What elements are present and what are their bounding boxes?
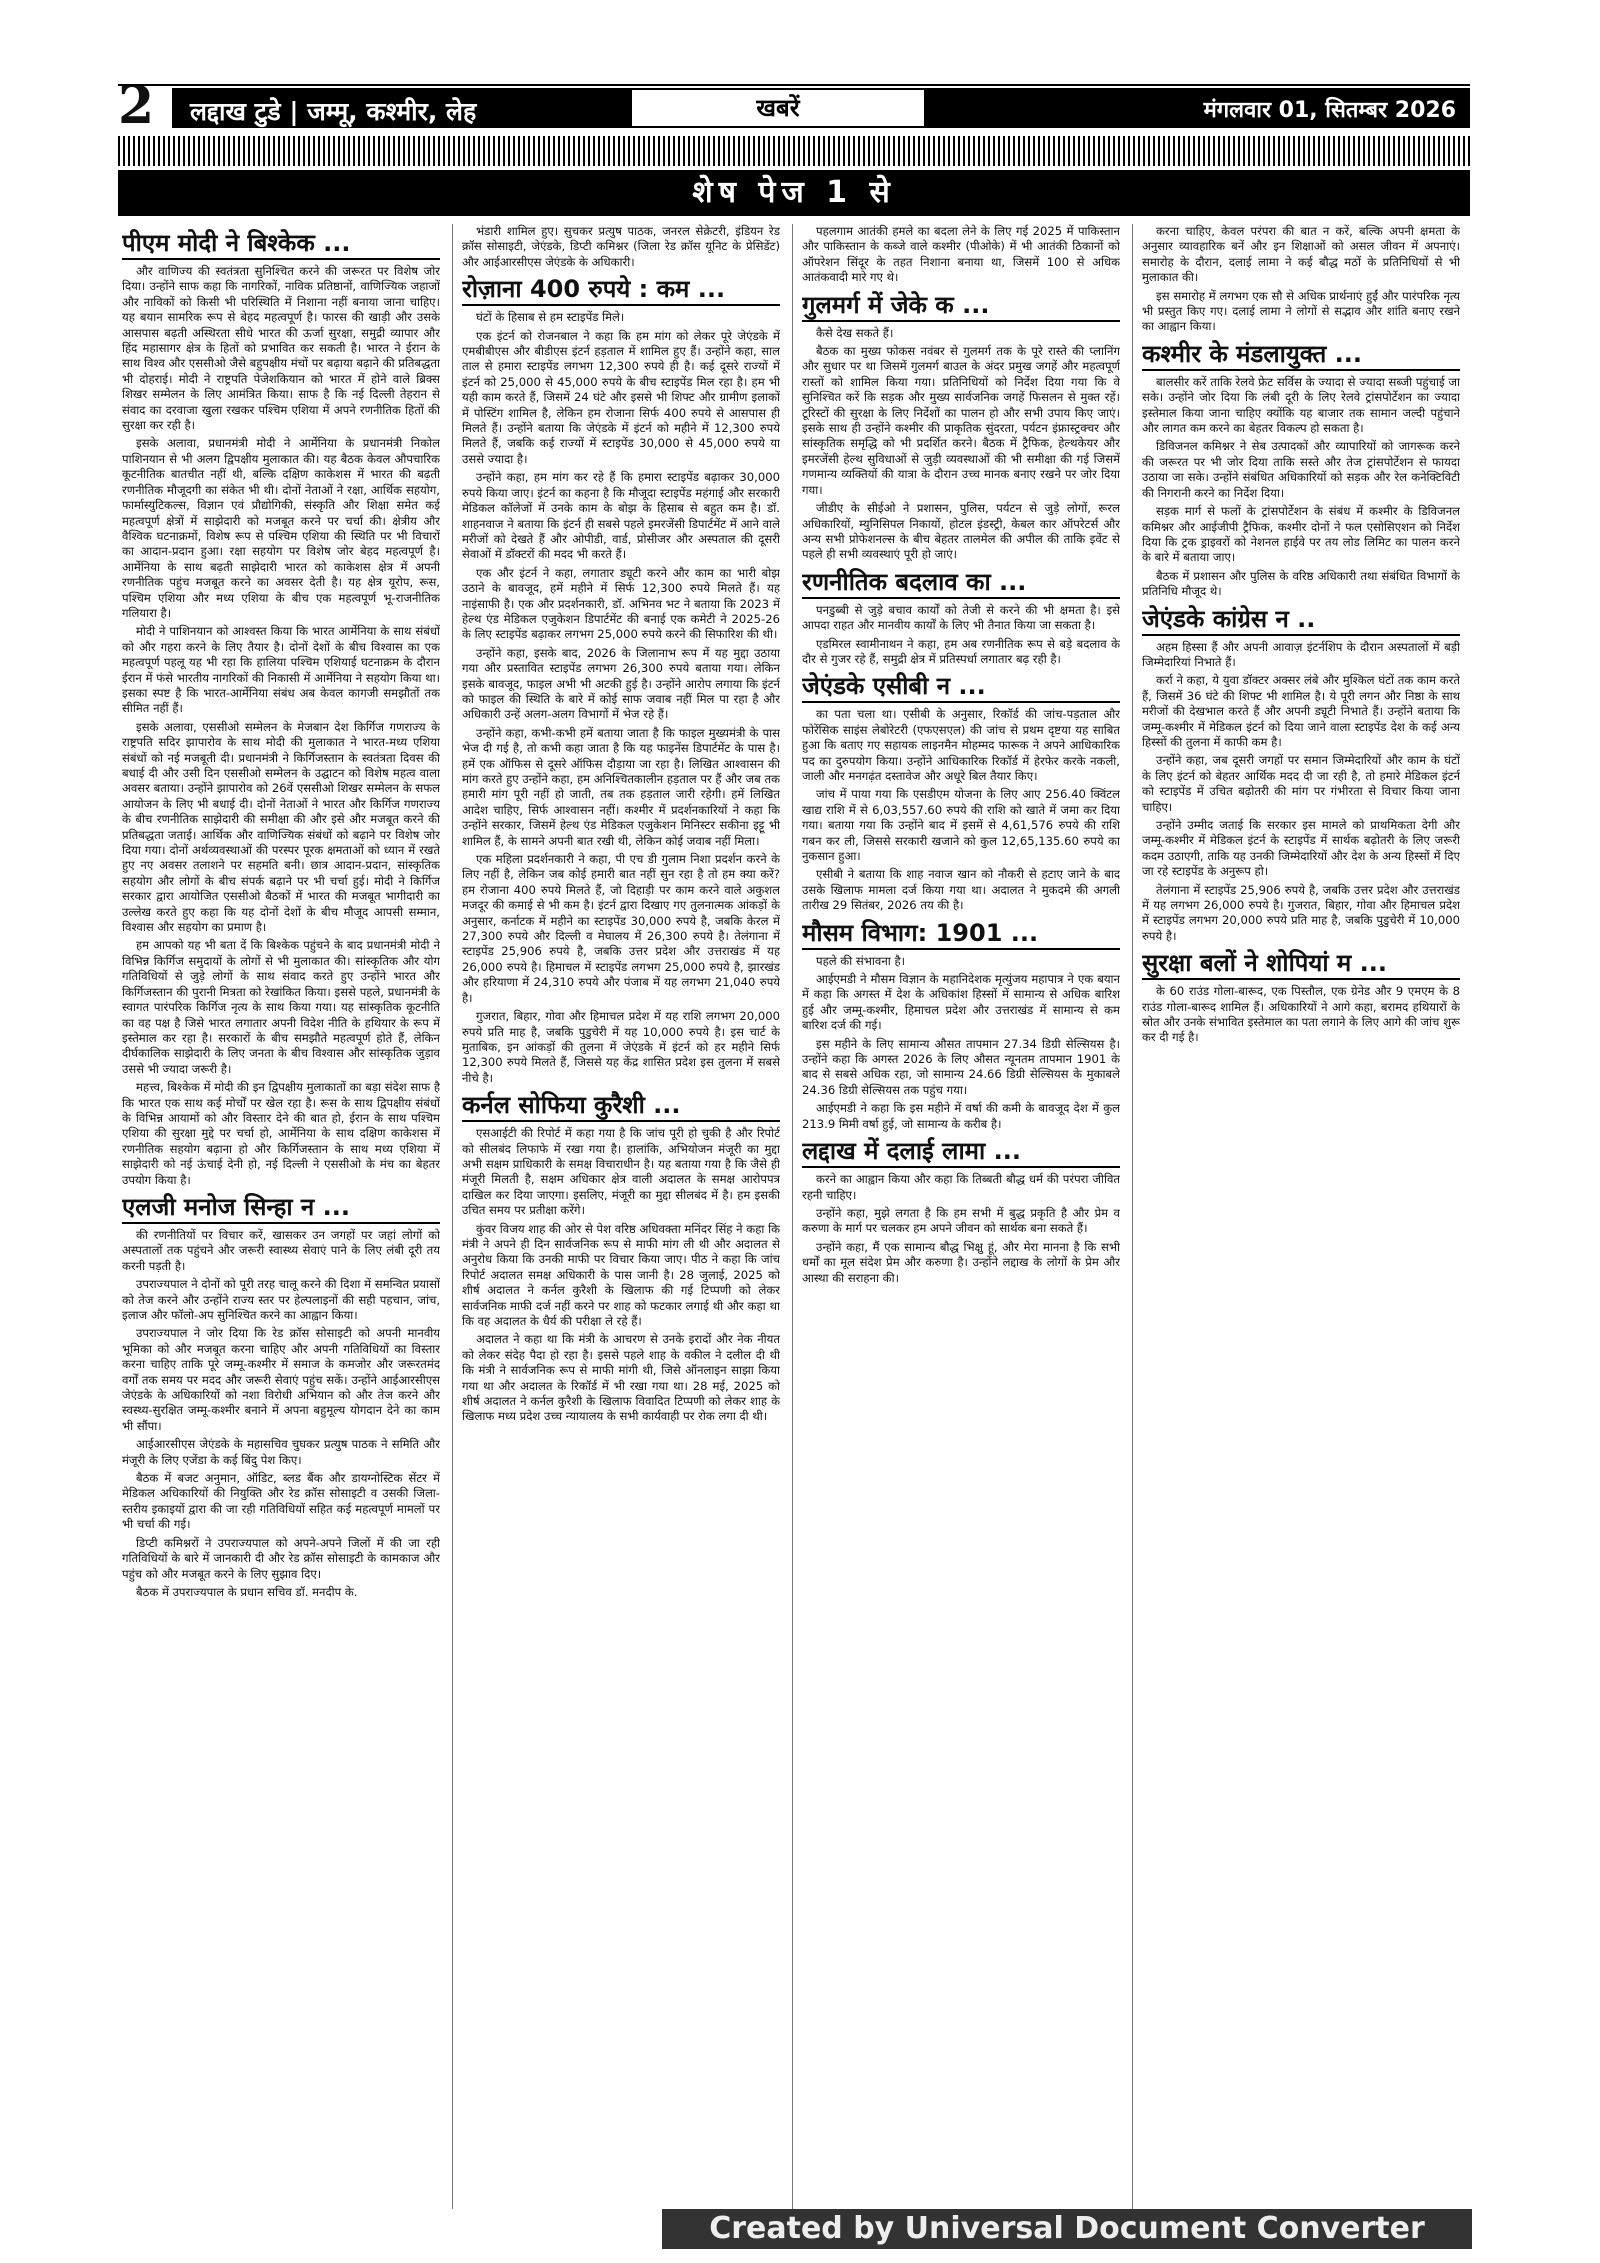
article-paragraph: महत्त्व, बिश्केक में मोदी की इन द्विपक्षीय मुलाकातों का बड़ा संदेश साफ है कि भारत एक साथ कई मोर्चों पर खेल रहा है। रूस के साथ द्विपक्षीय संबंधों के विभिन्न आयामों को और विस्तार देने की बात हो, ईरान के साथ पश्चिम एशिया की सुरक्षा मुद्दे पर चर्चा हो, आर्मेनिया के साथ दक्षिण काकेशस में रणनीतिक सहयोग बढ़ाना हो और किर्गिजस्तान के साथ मध्य एशिया में साझेदारी को नई ऊंचाई देनी हो, नई दिल्ली ने एससीओ के मंच का बेहतर उपयोग किया है। [122, 1080, 440, 1187]
page-number: 2 [118, 75, 155, 136]
article-paragraph: कैसे देख सकते हैं। [816, 325, 894, 340]
article-paragraph: आईएमडी ने मौसम विज्ञान के महानिदेशक मृत्युंजय महापात्र ने एक बयान में कहा कि अगस्त में देश के अधिकांश हिस्सों में सामान्य से अधिक बारिश हुई और जम्मू-कश्मीर, हिमाचल प्रदेश और उत्तराखंड में सामान्य से कम बारिश दर्ज की गई। [802, 972, 1120, 1033]
article-paragraph: उन्होंने कहा, कभी-कभी हमें बताया जाता है कि फाइल मुख्यमंत्री के पास भेज दी गई है, तो कभी कहा जाता है कि यह फाइनेंस डिपार्टमेंट के पास है। हमें एक ऑफिस से दूसरे ऑफिस दौड़ाया जा रहा है। लिखित आश्वासन की मांग करते हुए उन्होंने कहा, हम अनिश्चितकालीन हड़ताल पर हैं और जब तक हमारी मांग पूरी नहीं हो जाती, तब तक हड़ताल जारी रहेगी। हमें लिखित आदेश चाहिए, सिर्फ आश्वासन नहीं। कश्मीर में प्रदर्शनकारियों ने कहा कि उन्होंने सरकार, जिसमें हेल्थ एंड मेडिकल एजुकेशन मिनिस्टर सकीना इट्टू भी शामिल हैं, के सामने अपनी बात रखी थी, लेकिन कोई जवाब नहीं मिला। [462, 725, 780, 848]
article-paragraph: इस समारोह में लगभग एक सौ से अधिक प्रार्थनाएं हुईं और पारंपरिक नृत्य भी प्रस्तुत किए गए। दलाई लामा ने लोगों से सद्भाव और शांति बनाए रखने का आह्वान किया। [1142, 288, 1460, 334]
article-paragraph: कुंवर विजय शाह की ओर से पेश वरिष्ठ अधिवक्ता मनिंदर सिंह ने कहा कि मंत्री ने अपने ही दिन सार्वजनिक रूप से माफी मांग ली थी और अदालत से अनुरोध किया कि उनकी माफी पर विचार किया जाए। पीठ ने कहा कि जांच रिपोर्ट अदालत समक्ष अधिकारी के पास जानी है। 28 जुलाई, 2025 को शीर्ष अदालत ने कर्नल कुरैशी के खिलाफ की गई टिप्पणी को लेकर सार्वजनिक माफी दर्ज नहीं करने पर शाह को फटकार लगाई थी और कहा था कि वह अदालत के धैर्य की परीक्षा ले रहे हैं। [462, 1221, 780, 1328]
article-headline: कर्नल सोफिया कुरैशी ... [462, 1090, 780, 1122]
article-paragraph: भंडारी शामिल हुए। सुचकर प्रत्युष पाठक, जनरल सेक्रेटरी, इंडियन रेड क्रॉस सोसाइटी, जेएंडके, डिप्टी कमिश्नर (जिला रेड क्रॉस यूनिट के प्रेसिडेंट) और आईआरसीएस जेएंडके के अधिकारी। [462, 224, 780, 269]
column-2 [462, 224, 780, 2209]
issue-date: मंगलवार 01, सितम्बर 2026 [1203, 98, 1456, 123]
article-paragraph: बैठक में बजट अनुमान, ऑडिट, ब्लड बैंक और डायग्नोस्टिक सेंटर में मेडिकल अधिकारियों की नियुक्ति और रेड क्रॉस सोसाइटी व उसकी जिला-स्तरीय इकाइयों द्वारा की जा रही गतिविधियों सहित कई महत्वपूर्ण मामलों पर भी चर्चा की गई। [122, 1471, 440, 1532]
article-paragraph: डिविजनल कमिश्नर ने सेब उत्पादकों और व्यापारियों को जागरूक करने की जरूरत पर भी जोर दिया ताकि सस्ते और तेज ट्रांसपोर्टेशन से फायदा उठाया जा सके। उन्होंने संबंधित अधिकारियों को सड़क और रेल कनेक्टिविटी की निगरानी करने का निर्देश दिया। [1142, 439, 1460, 500]
article-paragraph: के 60 राउंड गोला-बारूद, एक पिस्तौल, एक ग्रेनेड और 9 एमएम के 8 राउंड गोला-बारूद शामिल हैं। अधिकारियों ने आगे कहा, बरामद हथियारों के स्रोत और उनके संभावित इस्तेमाल का पता लगाने के लिए आगे की जांच शुरू कर दी गई है। [1142, 984, 1460, 1045]
article-paragraph: एक इंटर्न को रोजनबाल ने कहा कि हम मांग को लेकर पूरे जेएंडके में एमबीबीएस और बीडीएस इंटर्न हड़ताल में शामिल हुए हैं। उन्होंने कहा, साल ताल से हमारा स्टाइपेंड लगभग 12,300 रुपये ही है। कई दूसरे राज्यों में इंटर्न को 25,000 से 45,000 रुपये के बीच स्टाइपेंड मिल रहा है। हम भी यही काम करते हैं, जिसमें 24 घंटे और इससे भी शिफ्ट और ग्रामीण इलाकों में पोस्टिंग शामिल है, लेकिन हम रोजाना सिर्फ 400 रुपये से आसपास ही मिलते हैं। उन्होंने बताया कि जेएंडके में इंटर्न को महीने में 12,300 रुपये मिलते हैं, जबकि कई राज्यों में स्टाइपेंड 30,000 से 45,000 रुपये या उससे ज्यादा है। [462, 328, 780, 466]
article-paragraph: उन्होंने कहा, मैं एक सामान्य बौद्ध भिक्षु हूं, और मेरा मानना है कि सभी धर्मों का मूल संदेश प्रेम और करुणा है। उन्होंने लद्दाख के लोगों के प्रेम और आस्था की सराहना की। [802, 1239, 1120, 1285]
article-paragraph: उपराज्यपाल ने दोनों को पूरी तरह चालू करने की दिशा में समन्वित प्रयासों को तेज करने और उन्होंने राज्य स्तर पर हेल्पलाइनों की सही पहचान, जांच, इलाज और फॉलो-अप सुनिश्चित करने का आह्वान किया। [122, 1277, 440, 1322]
article-paragraph: पहले की संभावना है। [816, 953, 905, 968]
article-paragraph: उन्होंने कहा, इसके बाद, 2026 के जिलानाभ रूप में यह मुद्दा उठाया गया और प्रस्तावित स्टाइपेंड लगभग 26,300 रुपये बताया गया। लेकिन इसके बावजूद, फाइल अभी भी अटकी हुई है। उन्होंने आरोप लगाया कि इंटर्न को फाइल की स्थिति के बारे में कोई साफ जवाब नहीं मिल पा रहा है और अधिकारी उन्हें अलग-अलग विभागों में भेज रहे हैं। [462, 645, 780, 722]
article-paragraph: कर्रा ने कहा, ये युवा डॉक्टर अक्सर लंबे और मुश्किल घंटों तक काम करते हैं, जिसमें 36 घंटे की शिफ्ट भी शामिल है। ये पूरी लगन और निष्ठा के साथ मरीजों की देखभाल करते हैं और अपनी ड्यूटी निभाते हैं। उन्होंने बताया कि जम्मू-कश्मीर में मेडिकल इंटर्न को दिया जाने वाला स्टाइपेंड देश के कई अन्य हिस्सों की तुलना में काफी कम है। [1142, 673, 1460, 749]
article-paragraph: एक महिला प्रदर्शनकारी ने कहा, पी एच डी गुलाम निशा प्रदर्शन करने के लिए नहीं है, लेकिन जब कोई हमारी बात नहीं सुन रहा है तो हम क्या करें? हम रोजाना 400 रुपये मिलते हैं, जो दिहाड़ी पर काम करने वाले अकुशल मजदूर की कमाई से भी कम है। इंटर्न द्वारा दिखाए गए तुलनात्मक आंकड़ों के अनुसार, कर्नाटक में महीने का स्टाइपेंड 30,000 रुपये है, जबकि केरल में 27,300 रुपये और दिल्ली व मेघालय में 26,300 रुपये है। तेलंगाना में स्टाइपेंड 25,906 रुपये है, जबकि उत्तर प्रदेश और उत्तराखंड में यह 26,000 रुपये है। हिमाचल में स्टाइपेंड लगभग 25,000 रुपये है, झारखंड और हरियाणा में 24,310 रुपये और पंजाब में यह लगभग 21,040 रुपये है। [462, 852, 780, 1005]
column-4 [1142, 224, 1460, 2209]
article-paragraph: गुजरात, बिहार, गोवा और हिमाचल प्रदेश में यह राशि लगभग 20,000 रुपये प्रति माह है, जबकि पुडुचेरी में यह 10,000 रुपये है। इस चार्ट के मुताबिक, इन आंकड़ों की तुलना में जेएंडके में इंटर्न को हर महीने सिर्फ 12,300 रुपये मिलते हैं, जिससे यह केंद्र शासित प्रदेश इस तुलना में सबसे नीचे है। [462, 1009, 780, 1085]
article-paragraph: इस महीने के लिए सामान्य औसत तापमान 27.34 डिग्री सेल्सियस है। उन्होंने कहा कि अगस्त 2026 के लिए औसत न्यूनतम तापमान 1901 के बाद से सबसे अधिक रहा, जो सामान्य 24.66 डिग्री सेल्सियस के मुकाबले 24.36 डिग्री सेल्सियस तक पहुंच गया। [802, 1036, 1120, 1097]
column-rule [792, 224, 793, 2209]
article-paragraph: तेलंगाना में स्टाइपेंड 25,906 रुपये है, जबकि उत्तर प्रदेश और उत्तराखंड में यह लगभग 26,000 रुपये है। गुजरात, बिहार, गोवा और हिमाचल प्रदेश में स्टाइपेंड लगभग 20,000 रुपये प्रति माह है, जबकि पुडुचेरी में 10,000 रुपये है। [1142, 882, 1460, 943]
article-paragraph: और वाणिज्य की स्वतंत्रता सुनिश्चित करने की जरूरत पर विशेष जोर दिया। उन्होंने साफ कहा कि नागरिकों, नाविक प्रतिष्ठानों, वाणिज्यिक जहाजों और नाविकों को किसी भी परिस्थिति में निशाना नहीं बनाया जाना चाहिए। यह बयान सामरिक रूप से बेहद महत्वपूर्ण है। फारस की खाड़ी और उसके आसपास बढ़ती अस्थिरता सीधे भारत की ऊर्जा सुरक्षा, समुद्री व्यापार और हिंद महासागर क्षेत्र के हितों को प्रभावित कर सकती है। भारत ने ईरान के साथ विश्व और एससीओ जैसे बहुपक्षीय मंचों पर बढ़ाया बढ़ाने की प्रतिबद्धता भी दोहराई। मोदी ने राष्ट्रपति पेजेशकियान को भारत में होने वाले ब्रिक्स शिखर सम्मेलन के लिए आमंत्रित किया। साफ है कि नई दिल्ली तेहरान से संवाद का दरवाजा खुला रखकर पश्चिम एशिया में अपने रणनीतिक हितों की सुरक्षा कर रही है। [122, 264, 440, 433]
converter-watermark: Created by Universal Document Converter [662, 2209, 1472, 2249]
article-paragraph: उन्होंने कहा, जब दूसरी जगहों पर समान जिम्मेदारियों और काम के घंटों के लिए इंटर्न को बेहतर आर्थिक मदद दी जा रही है, तो हमारे मेडिकल इंटर्न को स्टाइपेंड में उचित बढ़ोतरी की मांग पर गंभीरता से विचार किया जाना चाहिए। [1142, 753, 1460, 814]
article-paragraph: डिप्टी कमिश्नरों ने उपराज्यपाल को अपने-अपने जिलों में की जा रही गतिविधियों के बारे में जानकारी दी और रेड क्रॉस सोसाइटी के कामकाज और पहुंच को और मजबूत करने के लिए सुझाव दिए। [122, 1535, 440, 1581]
article-paragraph: इसके अलावा, एससीओ सम्मेलन के मेजबान देश किर्गिज गणराज्य के राष्ट्रपति सदिर झापारोव के साथ मोदी की मुलाकात ने भारत-मध्य एशिया संबंधों को नई मजबूती दी। प्रधानमंत्री ने किर्गिजस्तान के स्वतंत्रता दिवस की बधाई दी और उसी दिन एससीओ सम्मेलन के उद्घाटन को विशेष महत्व वाला अवसर बताया। उन्होंने झापारोव को 26वें एससीओ शिखर सम्मेलन के सफल आयोजन के लिए भी बधाई दी। दोनों नेताओं ने भारत और किर्गिज गणराज्य के बीच रणनीतिक साझेदारी की समीक्षा की और इसे और मजबूत करने की प्रतिबद्धता जताई। आर्थिक और वाणिज्यिक संबंधों को बढ़ाने पर विशेष जोर दिया गया। दोनों अर्थव्यवस्थाओं की परस्पर पूरक क्षमताओं को ध्यान में रखते हुए नए अवसर तलाशने पर सहमति बनी। छात्र आदान-प्रदान, सांस्कृतिक सहयोग और लोगों के बीच संपर्क बढ़ाने पर भी चर्चा हुई। मोदी ने किर्गिज सरकार द्वारा आयोजित एससीओ बैठकों में भारत की मजबूत भागीदारी का उल्लेख करते हुए कहा कि यह दोनों देशों के बीच मौजूद आपसी सम्मान, विश्वास और सहयोग का प्रमाण है। [122, 719, 440, 935]
article-headline: रोज़ाना 400 रुपये : कम ... [462, 274, 780, 306]
article-paragraph: आईआरसीएस जेएंडके के महासचिव चुघकर प्रत्युष पाठक ने समिति और मंजूरी के लिए एजेंडा के कई बिंदु पेश किए। [122, 1437, 440, 1467]
article-paragraph: पनडुब्बी से जुड़े बचाव कार्यों को तेजी से करने की भी क्षमता है। इसे आपदा राहत और मानवीय कार्यों के लिए भी तैनात किया जा सकता है। [802, 602, 1120, 633]
article-headline: कश्मीर के मंडलायुक्त ... [1142, 339, 1460, 371]
publication-name: लद्दाख टुडे | जम्मू, कश्मीर, लेह [190, 97, 477, 126]
article-paragraph: अहम हिस्सा हैं और अपनी आवाज़ इंटर्नशिप के दौरान अस्पतालों में बड़ी जिम्मेदारियां निभाते हैं। [1142, 639, 1460, 669]
article-paragraph: जांच में पाया गया कि एसडीएम योजना के लिए आए 256.40 क्विंटल खाद्य राशि में से 6,03,557.60 रुपये की राशि को खाते में जमा कर दिया गया। बताया गया कि उन्होंने बाद में इसमें से 4,61,576 रुपये की राशि गबन कर ली, जिससे सरकारी खजाने को कुल 12,65,135.60 रुपये का नुकसान हुआ। [802, 787, 1120, 863]
article-paragraph: बैठक का मुख्य फोकस नवंबर से गुलमर्ग तक के पूरे रास्ते की प्लानिंग और सुधार पर था जिसमें गुलमर्ग बाउल के अंदर प्रमुख जगहें और महत्वपूर्ण रास्तों को शामिल किया गया। प्रतिनिधियों को निर्देश दिया गया कि वे सुनिश्चित करें कि सड़क और मुख्य सार्वजनिक जगहें फिसलन से मुक्त रहें। टूरिस्टों की सुरक्षा के लिए निर्देशों का पालन हो और सभी उपाय किए जाएं। इसके साथ ही उन्होंने कश्मीर की प्राकृतिक सुंदरता, पर्यटन इंफ्रास्ट्रक्चर और सांस्कृतिक समृद्धि को भी प्रदर्शित करने। बैठक में ट्रैफिक, हेल्थकेयर और इमरजेंसी हेल्थ सुविधाओं से जुड़ी व्यवस्थाओं की भी समीक्षा की गई जिसमें गणमान्य व्यक्तियों की यात्रा के दौरान उच्च मानक बनाए रखने पर जोर दिया गया। [802, 344, 1120, 497]
article-paragraph: घंटों के हिसाब से हम स्टाइपेंड मिले। [476, 310, 625, 325]
column-rule [1132, 224, 1133, 2209]
article-paragraph: आईएमडी ने कहा कि इस महीने में वर्षा की कमी के बावजूद देश में कुल 213.9 मिमी वर्षा हुई, जो सामान्य के करीब है। [802, 1101, 1120, 1131]
article-headline: सुरक्षा बलों ने शोपियां म ... [1142, 948, 1460, 980]
article-headline: जेएंडके कांग्रेस न .. [1142, 604, 1460, 636]
hatch-divider [118, 136, 1470, 166]
article-paragraph: उन्होंने उम्मीद जताई कि सरकार इस मामले को प्राथमिकता देगी और जम्मू-कश्मीर में मेडिकल इंटर्न के स्टाइपेंड में सार्थक बढ़ोतरी के लिए जरूरी कदम उठाएगी, ताकि यह उनकी जिम्मेदारियों और देश के अन्य हिस्सों में दिए जा रहे स्टाइपेंड के अनुरूप हो। [1142, 818, 1460, 879]
article-paragraph: की रणनीतियों पर विचार करें, खासकर उन जगहों पर जहां लोगों को अस्पतालों तक पहुंचने और जरूरी स्वास्थ्य सेवाएं पाने के लिए लंबी दूरी तय करनी पड़ती है। [122, 1227, 440, 1273]
article-paragraph: करना चाहिए, केवल परंपरा की बात न करें, बल्कि अपनी क्षमता के अनुसार व्यावहारिक बनें और इन शिक्षाओं को असल जीवन में अपनाएं। समारोह के दौरान, दलाई लामा ने कई बौद्ध मठों के प्रतिनिधियों से भी मुलाकात की। [1142, 224, 1460, 285]
article-paragraph: सड़क मार्ग से फलों के ट्रांसपोर्टेशन के संबंध में कश्मीर के डिविजनल कमिश्नर और आईजीपी ट्रैफिक, कश्मीर दोनों ने फल एसोसिएशन को निर्देश दिया कि ट्रक ड्राइवरों को नेशनल हाईवे पर तय लोड लिमिट का पालन करने के बारे में बताया जाए। [1142, 504, 1460, 565]
continued-banner: शेष पेज 1 से [118, 170, 1470, 216]
article-headline: पीएम मोदी ने बिश्केक ... [122, 228, 440, 260]
article-headline: मौसम विभाग: 1901 ... [802, 918, 1120, 950]
masthead [172, 88, 1470, 128]
article-paragraph: एक और इंटर्न ने कहा, लगातार ड्यूटी करने और काम का भारी बोझ उठाने के बावजूद, हमें महीने में सिर्फ 12,300 रुपये मिलते हैं। यह नाइंसाफी है। एक और प्रदर्शनकारी, डॉ. अभिनव भट ने बताया कि 2023 में हेल्थ एंड मेडिकल एजुकेशन डिपार्टमेंट की बनाई एक कमेटी ने 2025-26 के लिए स्टाइपेंड बढ़ाकर लगभग 25,000 रुपये करने की सिफारिश की थी। [462, 565, 780, 642]
section-tag: खबरें [630, 88, 926, 128]
column-rule [452, 224, 453, 2209]
article-paragraph: बैठक में उपराज्यपाल के प्रधान सचिव डॉ. मनदीप के. [136, 1584, 358, 1599]
article-headline: एलजी मनोज सिन्हा न ... [122, 1192, 440, 1224]
column-1 [122, 224, 440, 2209]
article-paragraph: करने का आह्वान किया और कहा कि तिब्बती बौद्ध धर्म की परंपरा जीवित रहनी चाहिए। [802, 1172, 1120, 1202]
article-paragraph: इसके अलावा, प्रधानमंत्री मोदी ने आर्मेनिया के प्रधानमंत्री निकोल पाशिनयान से भी अलग द्विपक्षीय मुलाकात की। यह बैठक केवल औपचारिक कूटनीतिक बातचीत नहीं थी, बल्कि दक्षिण काकेशस में भारत की बढ़ती रणनीतिक मौजूदगी का संकेत भी थी। दोनों नेताओं ने रक्षा, आर्थिक सहयोग, फार्मास्युटिकल्स, विज्ञान एवं प्रौद्योगिकी, संस्कृति और शिक्षा समेत कई महत्वपूर्ण क्षेत्रों में साझेदारी को मजबूत करने पर चर्चा की। क्षेत्रीय और वैश्विक घटनाक्रमों, विशेष रूप से पश्चिम एशिया की स्थिति पर भी विचारों का आदान-प्रदान हुआ। रक्षा सहयोग पर विशेष जोर बेहद महत्वपूर्ण है। आर्मेनिया के साथ बढ़ती साझेदारी भारत को काकेशस क्षेत्र में अपनी रणनीतिक पहुंच मजबूत करने का अवसर देती है। यह क्षेत्र यूरोप, रूस, पश्चिम एशिया और मध्य एशिया के बीच एक महत्वपूर्ण भू-राजनीतिक गलियारा है। [122, 436, 440, 620]
article-headline: गुलमर्ग में जेके क ... [802, 290, 1120, 322]
article-paragraph: का पता चला था। एसीबी के अनुसार, रिकॉर्ड की जांच-पड़ताल और फोरेंसिक साइंस लेबोरेटरी (एफएसएल) की जांच से प्रथम दृष्टया यह साबित हुआ कि बताए गए सहायक लाइनमैन मोहम्मद फारूक ने अपने आधिकारिक पद का दुरुपयोग किया। उन्होंने आधिकारिक रिकॉर्ड में हेरफेर करके नकली, जाली और मनगढ़ंत दस्तावेज और अधूरे बिल तैयार किए। [802, 707, 1120, 783]
article-paragraph: एसीबी ने बताया कि शाह नवाज खान को नौकरी से हटाए जाने के बाद उसके खिलाफ मामला दर्ज किया गया था। अदालत ने मुकदमे की अगली तारीख 29 सितंबर, 2026 तय की है। [802, 867, 1120, 913]
article-paragraph: जीडीए के सीईओ ने प्रशासन, पुलिस, पर्यटन से जुड़े लोगों, रूरल अधिकारियों, म्युनिसिपल निकायों, होटल इंडस्ट्री, केबल कार ऑपरेटर्स और अन्य सभी प्रोफेशनल्स के बीच बेहतर तालमेल की अपील की ताकि इवेंट से पहले ही सभी व्यवस्थाएं पूरी हो जाएं। [802, 501, 1120, 562]
column-3 [802, 224, 1120, 2209]
article-paragraph: बैठक में प्रशासन और पुलिस के वरिष्ठ अधिकारी तथा संबंधित विभागों के प्रतिनिधि मौजूद थे। [1142, 568, 1460, 599]
article-paragraph: उन्होंने कहा, मुझे लगता है कि हम सभी में बुद्ध प्रकृति है और प्रेम व करुणा के मार्ग पर चलकर हम अपने जीवन को सार्थक बना सकते हैं। [802, 1205, 1120, 1236]
article-paragraph: उन्होंने कहा, हम मांग कर रहे हैं कि हमारा स्टाइपेंड बढ़ाकर 30,000 रुपये किया जाए। इंटर्न का कहना है कि मौजूदा स्टाइपेंड महंगाई और सरकारी मेडिकल कॉलेजों में उनके काम के बोझ के हिसाब से बहुत कम है। डॉ. शाहनवाज ने बताया कि इंटर्न ही सबसे पहले इमरजेंसी डिपार्टमेंट में आने वाले मरीजों को देखते हैं और ओपीडी, वार्ड, प्रोसीजर और अस्पताल की दूसरी सेवाओं में डॉक्टरों की मदद भी करते हैं। [462, 470, 780, 562]
article-paragraph: अदालत ने कहा था कि मंत्री के आचरण से उनके इरादों और नेक नीयत को लेकर संदेह पैदा हो रहा है। इससे पहले शाह के वकील ने दलील दी थी कि मंत्री ने सार्वजनिक रूप से माफी मांगी थी, जिसे ऑनलाइन साझा किया गया था और अदालत के रिकॉर्ड में भी रखा गया था। 28 मई, 2025 को शीर्ष अदालत ने कर्नल कुरैशी के खिलाफ विवादित टिप्पणी को लेकर शाह के खिलाफ मध्य प्रदेश उच्च न्यायालय के सभी कार्यवाही पर रोक लगा दी थी। [462, 1332, 780, 1424]
article-paragraph: मोदी ने पाशिनयान को आश्वस्त किया कि भारत आर्मेनिया के साथ संबंधों को और गहरा करने के लिए तैयार है। दोनों देशों के बीच विश्वास का एक महत्वपूर्ण पहलू यह भी रहा कि हालिया पश्चिम एशियाई घटनाक्रम के दौरान ईरान में फंसे भारतीय नागरिकों की निकासी में आर्मेनिया ने सहयोग किया था। इसका स्पष्ट है कि भारत-आर्मेनिया संबंध अब केवल कागजी समझौतों तक सीमित नहीं हैं। [122, 624, 440, 716]
article-paragraph: हम आपको यह भी बता दें कि बिश्केक पहुंचने के बाद प्रधानमंत्री मोदी ने विभिन्न किर्गिज समुदायों के लोगों से भी मुलाकात की। सांस्कृतिक और योग गतिविधियों से जुड़े लोगों के साथ संवाद करते हुए उन्होंने भारत और किर्गिजस्तान की पुरानी मित्रता को रेखांकित किया। इससे पहले, प्रधानमंत्री के स्वागत पारंपरिक किर्गिज नृत्य के साथ किया गया। यह सांस्कृतिक कूटनीति का वह पक्ष है जिसे भारत लगातार अपनी विदेश नीति के हथियार के रूप में इस्तेमाल कर रहा है। सरकारों के बीच समझौते महत्वपूर्ण होते हैं, लेकिन दीर्घकालिक साझेदारी के लिए जनता के बीच विश्वास और सांस्कृतिक जुड़ाव उससे भी ज्यादा जरूरी है। [122, 938, 440, 1076]
article-headline: लद्दाख में दलाई लामा ... [802, 1136, 1120, 1168]
article-paragraph: उपराज्यपाल ने जोर दिया कि रेड क्रॉस सोसाइटी को अपनी मानवीय भूमिका को और मजबूत करना चाहिए और अपनी गतिविधियों का विस्तार करना चाहिए ताकि पूरे जम्मू-कश्मीर में समाज के कमजोर और जरूरतमंद वर्गों तक समय पर मदद और जरूरी सेवाएं पहुंच सकें। उन्होंने आईआरसीएस जेएंडके के अधिकारियों को नशा विरोधी अभियान को और तेज करने और स्वस्थ्य-सुरक्षित जम्मू-कश्मीर बनाने में अपना बहुमूल्य योगदान देने का काम भी सौंपा। [122, 1326, 440, 1433]
article-paragraph: बालसीर करें ताकि रेलवे फ्रेट सर्विस के ज्यादा से ज्यादा सब्जी पहुंचाई जा सके। उन्होंने जोर दिया कि लंबी दूरी के लिए रेलवे ट्रांसपोर्टेशन का ज्यादा इस्तेमाल किया जाना चाहिए क्योंकि यह बाजार तक सामान जल्दी पहुंचाने और लागत कम करने का बेहतर विकल्प हो सकता है। [1142, 374, 1460, 436]
article-paragraph: एसआईटी की रिपोर्ट में कहा गया है कि जांच पूरी हो चुकी है और रिपोर्ट को सीलबंद लिफाफे में रखा गया है। हालांकि, अभियोजन मंजूरी का मुद्दा अभी सक्षम प्राधिकारी के समक्ष विचाराधीन है। यह बताया गया है कि जैसे ही मंजूरी मिलती है, सक्षम अधिकार क्षेत्र वाली अदालत के समक्ष आरोपपत्र दाखिल कर दिया जाएगा। इसलिए, मंजूरी का मुद्दा सीलबंद में है। हम इसकी उचित समय पर प्रतीक्षा करेंगे। [462, 1126, 780, 1218]
article-headline: रणनीतिक बदलाव का ... [802, 567, 1120, 599]
article-headline: जेएंडके एसीबी न ... [802, 671, 1120, 703]
article-paragraph: पहलगाम आतंकी हमले का बदला लेने के लिए गई 2025 में पाकिस्तान और पाकिस्तान के कब्जे वाले कश्मीर (पीओके) में भी आतंकी ठिकानों को ऑपरेशन सिंदूर के तहत निशाना बनाया था, जिसमें 100 से अधिक आतंकवादी मारे गए थे। [802, 224, 1120, 285]
article-paragraph: एडमिरल स्वामीनाथन ने कहा, हम अब रणनीतिक रूप से बड़े बदलाव के दौर से गुजर रहे हैं, समुद्री क्षेत्र में प्रतिस्पर्धा लगातार बढ़ रही है। [802, 636, 1120, 666]
